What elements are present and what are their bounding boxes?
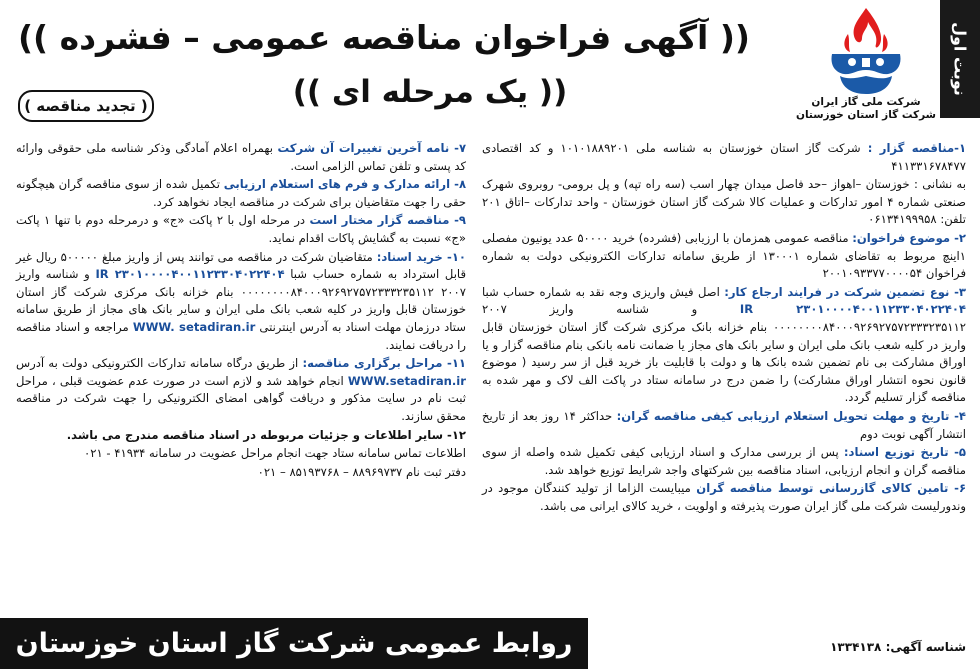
section-9-heading: ۹- مناقصه گزار مختار است <box>309 213 466 228</box>
right-column <box>482 140 966 516</box>
section-8-text: تکمیل شده از سوی مناقصه گران هیچگونه حقی را جهت متقاضیان برای شرکت در مناقصه ایجاد نخواهد کرد. <box>16 177 466 209</box>
section-4 <box>482 408 966 443</box>
gas-company-logo-icon <box>818 4 914 96</box>
section-7-heading: ۷- نامه آخرین تغییرات آن شرکت <box>277 141 467 155</box>
section-8 <box>16 176 466 211</box>
contact-text-2: دفتر ثبت نام ۸۸۹۶۹۷۳۷ – ۸۵۱۹۳۷۶۸ – ۰۲۱ <box>257 464 466 479</box>
section-9-text: در مرحله اول با ۲ پاکت «ج» و درمرحله دوم با تنها ۱ پاکت «ج» نسبت به گشایش پاکات اقدام نماید. <box>16 213 466 245</box>
section-11-heading: ۱۱- مراحل برگزاری مناقصه: <box>302 356 467 371</box>
section-3-iban: IR ۲۳۰۱۰۰۰۰۴۰۰۱۱۲۳۳۰۴۰۲۲۴۰۴ <box>739 302 967 317</box>
ad-subtitle: (( یک مرحله ای )) <box>292 74 568 110</box>
section-10-text-b: و شناسه واریز ۲۰۰۷ ۰۰۰۰۰۰۰۰۸۴۰۰۰۹۲۶۹۲۷۵۷۲۳۳۳۲۳۵۱۱۲ بنام خزانه بانک مرکزی شرکت گاز استان خوزستان قابل واریز در کلیه شعب بانک ملی ایران و سایر بانک های مجاز از طریق سامانه ستاد درزمان مهلت اسناد به آدرس اینترنتی <box>16 267 466 334</box>
section-2 <box>482 230 966 283</box>
section-4-heading: ۴- تاریخ و مهلت تحویل استعلام ارزیابی کیفی مناقصه گران: <box>616 408 966 423</box>
section-1 <box>482 140 966 175</box>
section-1-address <box>482 176 966 229</box>
section-10-heading: ۱۰- خرید اسناد: <box>376 249 466 264</box>
section-6 <box>482 480 966 515</box>
company-logo <box>796 4 936 136</box>
ad-title: (( آگهی فراخوان مناقصه عمومی – فشرده )) <box>17 18 750 57</box>
section-3-text-a: اصل فیش واریزی وجه نقد به شماره حساب شبا <box>482 284 720 299</box>
section-3-text-b: و شناسه واریز ۲۰۰۷ ۰۰۰۰۰۰۰۰۸۴۰۰۰۹۲۶۹۲۷۵۷۲۳۳۳۲۳۵۱۱۲ بنام خزانه بانک مرکزی شرکت گاز استان خوزستان قابل واریز در کلیه شعب بانک ملی ایران و سایر بانک های مجاز یا ضمانت نامه بانکی بنام مناقصه گزار و یا اوراق مشارکت بی نام تضمین شده بانک ها و دولت با قابلیت باز خرید قبل از سر رسید ( موضوع قانون نحوه انتشار اوراق مشارکت) را ضمن درج در سامانه ستاد در پاکت الف لاک و مهر شده به مناقصه گزار تسلیم گردد. <box>482 302 966 405</box>
section-11-text-b: انجام خواهد شد و لازم است در صورت عدم عضویت قبلی ، مراحل ثبت نام در سایت مذکور و دریافت گواهی امضای الکترونیکی را جهت شرکت در مناقصه محقق سازند. <box>16 373 466 423</box>
section-2-text: مناقصه عمومی همزمان با ارزیابی (فشرده) خرید ۵۰۰۰۰ عدد یونیون مفصلی ۱اینچ مربوط به تقاضای شماره ۱۳۰۰۰۱ از طریق سامانه تدارکات الکترونیکی دولت به شماره فراخوان ۲۰۰۱۰۹۳۳۷۷۰۰۰۰۵۴ <box>482 230 966 281</box>
section-5 <box>482 444 966 479</box>
ad-id-label: شناسه آگهی: <box>885 640 966 654</box>
contact-info-2 <box>16 464 466 482</box>
contact-info-1 <box>16 445 466 463</box>
edition-label: نوبت اول <box>950 22 970 96</box>
section-7-text: بهمراه اعلام آمادگی وذکر شناسه ملی حقوقی وارائه کد پستی و تلفن تماس الزامی است. <box>16 141 466 173</box>
section-12 <box>16 427 466 445</box>
section-11-text-a: از طریق درگاه سامانه تدارکات الکترونیکی دولت به آدرس <box>16 356 299 371</box>
section-10-text-a: متقاضیان شرکت در مناقصه می توانند پس از واریز مبلغ ۵۰۰۰۰۰ ریال غیر قابل استرداد به شماره حساب شبا <box>16 249 467 282</box>
section-10-iban: IR ۲۳۰۱۰۰۰۰۴۰۰۱۱۲۳۳۰۴۰۲۲۴۰۴ <box>95 267 285 282</box>
address-text: به نشانی : خوزستان –اهواز –حد فاصل میدان چهار اسب (سه راه تپه) و پل برومی- روبروی شهرک صنعتی شماره ۴ امور تدارکات و عملیات کالا شرکت گاز استان خوزستان - واحد تدارکات –اتاق ۲۰۱ <box>482 177 967 209</box>
section-3 <box>482 284 966 407</box>
footer-banner: روابط عمومی شرکت گاز استان خوزستان <box>0 618 588 669</box>
section-5-text: پس از بررسی مدارک و اسناد ارزیابی کیفی تکمیل شده واصله از سوی مناقصه گران و انجام ارزیابی، اسناد مناقصه بین شرکتهای واجد شرایط توزیع خواهد شد. <box>482 445 966 477</box>
section-1-text: شرکت گاز استان خوزستان به شناسه ملی ۱۰۱۰۱۸۸۹۲۰۱ و کد اقتصادی ۴۱۱۳۳۱۶۷۸۴۷۷ <box>482 141 966 173</box>
edition-tab <box>940 0 980 118</box>
ad-id <box>830 640 966 654</box>
section-10-url-link[interactable]: WWW. setadiran.ir <box>132 319 256 334</box>
contact-text-1: اطلاعات تماس سامانه ستاد جهت انجام مراحل عضویت در سامانه ۴۱۹۳۴ - ۰۲۱ <box>83 446 466 461</box>
logo-line-2: شرکت گاز استان خوزستان <box>796 109 936 121</box>
section-11-url-link[interactable]: WWW.setadiran.ir <box>347 373 466 388</box>
section-3-heading: ۳- نوع تضمین شرکت در فرایند ارجاع کار: <box>724 284 966 299</box>
section-10 <box>16 249 466 355</box>
section-4-text: حداکثر ۱۴ روز بعد از تاریخ انتشار آگهی نوبت دوم <box>482 408 966 441</box>
section-8-heading: ۸- ارائه مدارک و فرم های استعلام ارزیابی <box>223 177 467 192</box>
section-2-heading: ۲- موضوع فراخوان: <box>852 230 966 245</box>
section-10-text-c: مراجعه و اسناد مناقصه را دریافت نمایند. <box>16 319 466 352</box>
section-9 <box>16 212 466 247</box>
section-6-text: میبایست الزاما از تولید کنندگان موجود در وندورلیست شرکت ملی گاز ایران صورت پذیرفته و اولویت ، خرید کالای ایرانی می باشد. <box>482 481 966 513</box>
phone-text: تلفن: ۰۶۱۳۴۱۹۹۹۵۸ <box>868 212 966 227</box>
section-12-text: ۱۲- سایر اطلاعات و جزئیات مربوطه در اسناد مناقصه مندرج می باشد. <box>66 427 466 442</box>
section-5-heading: ۵- تاریخ توزیع اسناد: <box>843 445 966 460</box>
section-11 <box>16 355 466 425</box>
ad-id-value: ۱۳۳۴۱۳۸ <box>830 640 882 654</box>
renewal-badge: ( تجدید مناقصه ) <box>18 90 154 122</box>
section-6-heading: ۶- تامین کالای گازرسانی توسط مناقصه گران <box>696 481 967 496</box>
section-7 <box>16 140 466 175</box>
section-1-heading: ۱-مناقصه گزار : <box>867 141 967 155</box>
logo-line-1: شرکت ملی گاز ایران <box>811 96 921 108</box>
left-column <box>16 140 466 482</box>
